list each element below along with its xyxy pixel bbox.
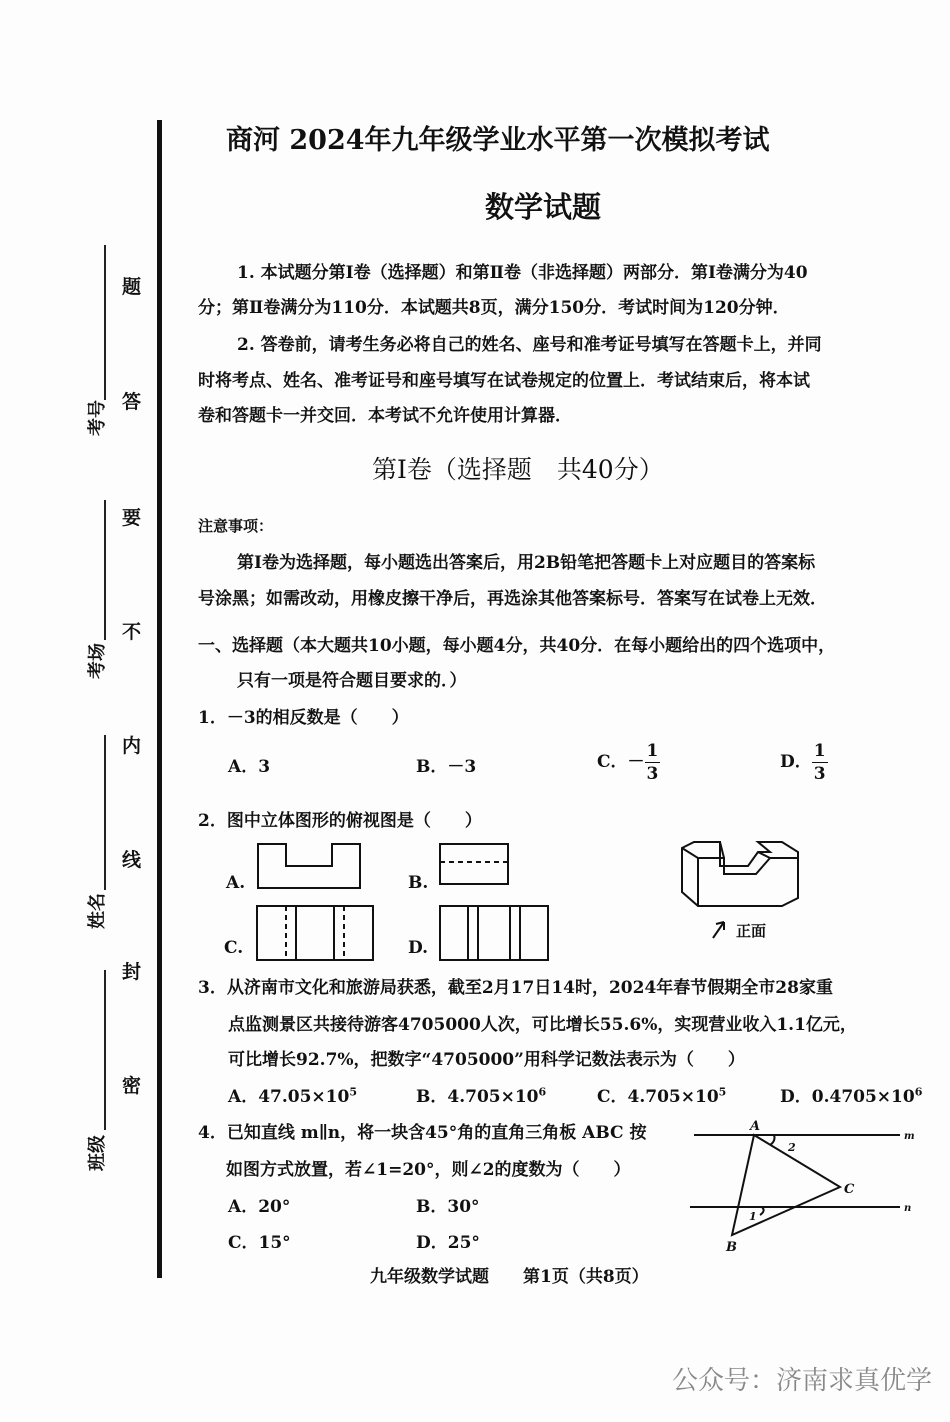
exam-number-blank[interactable] — [104, 245, 106, 400]
notice-line: 第Ⅰ卷为选择题，每小题选出答案后，用2B铅笔把答题卡上对应题目的答案标 — [237, 553, 816, 573]
angle-1-label: 1 — [749, 1210, 757, 1223]
exam-number-label: 考号 — [87, 400, 108, 436]
exam-room-blank[interactable] — [104, 500, 106, 640]
exam-title: 商河 2024年九年级学业水平第一次模拟考试 — [226, 125, 770, 156]
seal-char: 要 — [122, 507, 142, 529]
option-text: B．4.705×10 — [416, 1087, 539, 1107]
question-4-line: 4．已知直线 m∥n，将一块含45°角的直角三角板 ABC 按 — [198, 1123, 647, 1143]
watermark: 公众号：济南求真优学 — [672, 1366, 933, 1396]
q3-option-b — [416, 1082, 546, 1107]
fraction — [645, 740, 661, 785]
q2-option-c: C. — [224, 938, 244, 958]
exponent: 5 — [349, 1085, 357, 1099]
line-m-label: m — [904, 1131, 915, 1142]
question-3-line: 点监测景区共接待游客4705000人次，可比增长55.6%，实现营业收入1.1亿元， — [228, 1015, 857, 1035]
page-footer: 九年级数学试题 第1页（共8页） — [370, 1267, 649, 1287]
option-a-figure — [258, 844, 360, 888]
exponent: 5 — [718, 1085, 727, 1099]
subject-title: 数学试题 — [485, 190, 602, 224]
point-a-label: A — [750, 1119, 761, 1134]
binding-line — [157, 120, 162, 1278]
option-d-figure — [440, 906, 548, 960]
instruction-line: 2. 答卷前，请考生务必将自己的姓名、座号和准考证号填写在答题卡上，并同 — [237, 335, 822, 355]
q1-option-a: A．3 — [228, 757, 271, 777]
q2-option-a: A. — [226, 873, 246, 893]
question-4-line: 如图方式放置，若∠1=20°，则∠2的度数为（ ） — [226, 1160, 631, 1180]
notice-line: 号涂黑；如需改动，用橡皮擦干净后，再选涂其他答案标号．答案写在试卷上无效． — [198, 589, 827, 609]
seal-char: 密 — [122, 1075, 142, 1097]
name-label: 姓名 — [87, 893, 108, 929]
notice-label: 注意事项： — [198, 517, 274, 535]
seal-char: 内 — [122, 735, 142, 757]
option-prefix: D． — [780, 752, 812, 772]
q3-option-d — [780, 1082, 922, 1107]
exponent: 6 — [538, 1085, 547, 1099]
denominator: 3 — [646, 764, 659, 784]
option-text: C．4.705×10 — [597, 1087, 719, 1107]
question-3-line: 3．从济南市文化和旅游局获悉，截至2月17日14时，2024年春节假期全市28家重 — [198, 978, 833, 998]
seal-char: 答 — [122, 391, 142, 413]
seal-char: 线 — [122, 849, 142, 871]
instruction-line: 时将考点、姓名、准考证号和座号填写在试卷规定的位置上．考试结束后，将本试 — [198, 371, 810, 391]
line-n-label: n — [904, 1203, 912, 1214]
q4-option-b: B．30° — [416, 1197, 480, 1217]
q4-triangle-figure — [690, 1115, 920, 1255]
exponent: 6 — [914, 1085, 923, 1099]
section-title: 第Ⅰ卷（选择题 共40分） — [372, 455, 664, 484]
exam-room-label: 考场 — [87, 643, 108, 679]
q3-option-c — [597, 1082, 726, 1107]
q2-figures — [250, 838, 920, 968]
q2-option-d: D. — [408, 938, 429, 958]
question-1-stem: 1．－3的相反数是（ ） — [198, 708, 409, 728]
class-label: 班级 — [87, 1135, 108, 1171]
instruction-line: 卷和答题卡一并交回．本考试不允许使用计算器． — [198, 406, 572, 426]
q4-option-a: A．20° — [228, 1197, 291, 1217]
q1-option-b: B．－3 — [416, 757, 477, 777]
instruction-line: 分；第Ⅱ卷满分为110分．本试题共8页，满分150分．考试时间为120分钟． — [198, 298, 790, 318]
solid-figure — [682, 842, 798, 906]
seal-char: 封 — [122, 961, 142, 983]
point-b-label: B — [726, 1240, 737, 1255]
class-blank[interactable] — [104, 970, 106, 1130]
q4-option-d: D．25° — [416, 1233, 480, 1253]
option-text: D．0.4705×10 — [780, 1087, 915, 1107]
part-heading: 只有一项是符合题目要求的．） — [237, 671, 467, 691]
part-heading: 一、选择题（本大题共10小题，每小题4分，共40分．在每小题给出的四个选项中， — [198, 636, 836, 656]
numerator: 1 — [646, 741, 659, 761]
instruction-line: 1. 本试题分第Ⅰ卷（选择题）和第Ⅱ卷（非选择题）两部分．第Ⅰ卷满分为40 — [237, 263, 808, 283]
front-arrow-icon — [713, 922, 724, 938]
seal-char: 题 — [122, 276, 142, 298]
option-prefix: C．－ — [597, 752, 645, 772]
front-label: 正面 — [736, 922, 767, 940]
q3-option-a — [228, 1082, 357, 1107]
denominator: 3 — [813, 764, 826, 784]
point-c-label: C — [844, 1182, 855, 1197]
question-3-line: 可比增长92.7%，把数字“4705000”用科学记数法表示为（ ） — [228, 1050, 745, 1070]
option-text: A．47.05×10 — [228, 1087, 350, 1107]
q4-option-c: C．15° — [228, 1233, 291, 1253]
numerator: 1 — [813, 741, 826, 761]
q2-option-b: B. — [408, 873, 429, 893]
seal-char: 不 — [122, 621, 142, 643]
name-blank[interactable] — [104, 735, 106, 890]
q1-option-d — [780, 740, 828, 785]
option-b-figure — [440, 844, 508, 884]
question-2-stem: 2．图中立体图形的俯视图是（ ） — [198, 811, 482, 831]
option-c-figure — [257, 906, 373, 960]
angle-2-label: 2 — [788, 1141, 796, 1154]
fraction — [812, 740, 828, 785]
q1-option-c — [597, 740, 660, 785]
